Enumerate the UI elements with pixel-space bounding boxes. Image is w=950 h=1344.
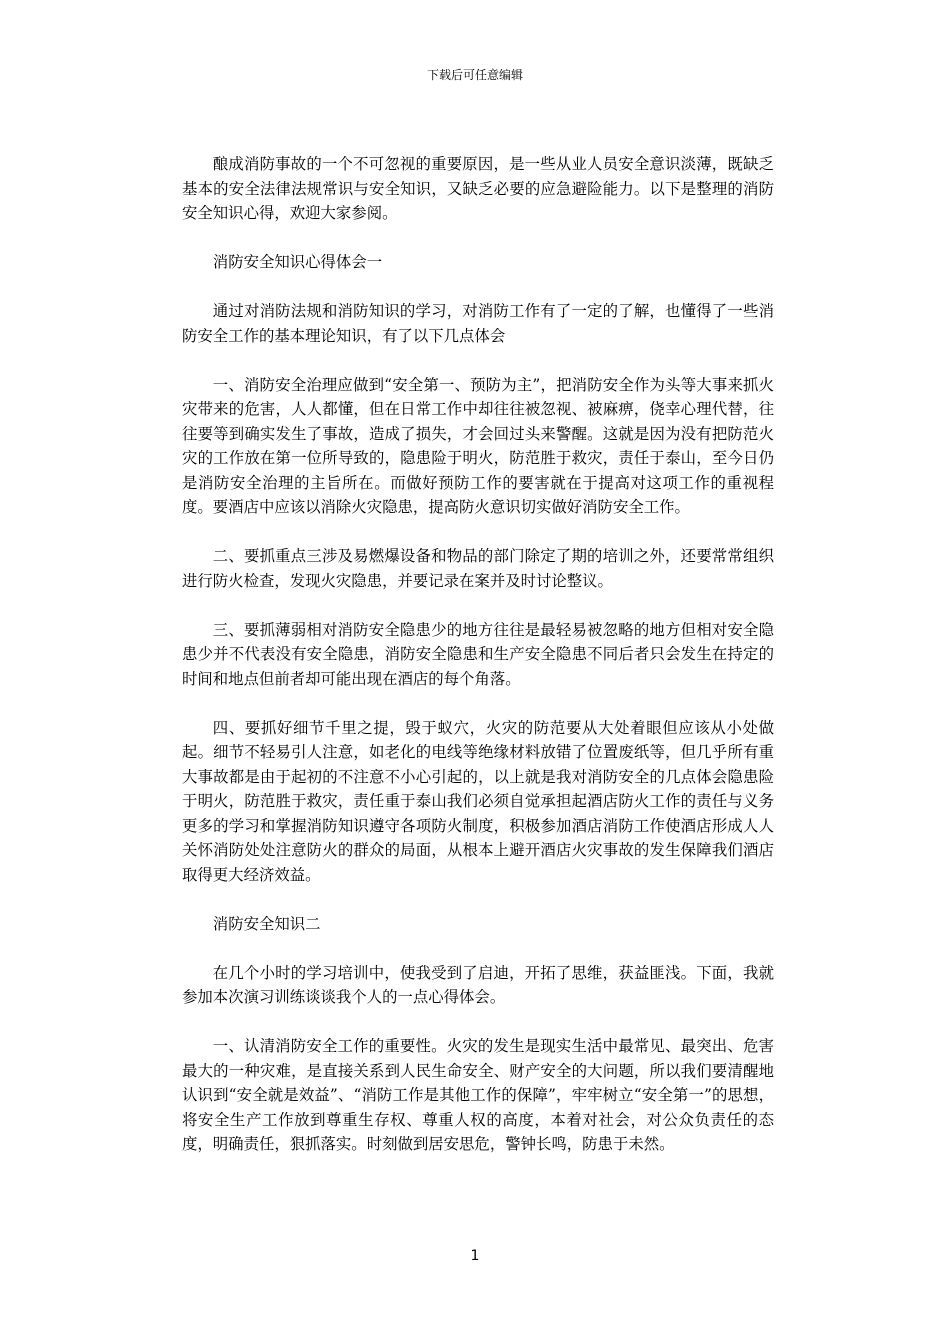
page-header-note: 下载后可任意编辑 [426, 68, 523, 82]
body-paragraph: 四、要抓好细节千里之提，毁于蚁穴，火灾的防范要从大处着眼但应该从小处做起。细节不轻易引人注意，如老化的电线等绝缘材料放错了位置废纸等，但几乎所有重大事故都是由于起初的不注意不小心引起的，以上就是我对消防安全的几点体会隐患险于明火，防范胜于救灾，责任重于泰山我们必须自觉承担起酒店防火工作的责任与义务更多的学习和掌握消防知识遵守各项防火制度，积极参加酒店消防工作使酒店形成人人关怀消防处处注意防火的群众的局面，从根本上避开酒店火灾事故的发生保障我们酒店取得更大经济效益。 [182, 718, 774, 884]
body-paragraph: 三、要抓薄弱相对消防安全隐患少的地方往往是最轻易被忽略的地方但相对安全隐患少并不代表没有安全隐患，消防安全隐患和生产安全隐患不同后者只会发生在持定的时间和地点但前者却可能出现在酒店的每个角落。 [182, 620, 774, 688]
intro-paragraph: 酿成消防事故的一个不可忽视的重要原因，是一些从业人员安全意识淡薄，既缺乏基本的安全法律法规常识与安全知识，又缺乏必要的应急避险能力。以下是整理的消防安全知识心得，欢迎大家参阅。 [182, 155, 774, 222]
body-paragraph: 在几个小时的学习培训中，使我受到了启迪，开拓了思维，获益匪浅。下面，我就参加本次演习训练谈谈我个人的一点心得体会。 [182, 963, 774, 1006]
page-number: 1 [470, 1248, 480, 1264]
section-heading-two: 消防安全知识二 [212, 914, 321, 933]
section-heading-one: 消防安全知识心得体会一 [212, 253, 383, 271]
document-body [182, 152, 774, 1181]
body-paragraph: 一、消防安全治理应做到“安全第一、预防为主”，把消防安全作为头等大事来抓火灾带来的危害，人人都懂，但在日常工作中却往往被忽视、被麻痹，侥幸心理代替，往往要等到确实发生了事故，造成了损失，才会回过头来警醒。这就是因为没有把防范火灾的工作放在第一位所导致的，隐患险于明火，防范胜于救灾，责任于泰山，至今日仍是消防安全治理的主旨所在。而做好预防工作的要害就在于提高对这项工作的重视程度。要酒店中应该以消除火灾隐患，提高防火意识切实做好消防安全工作。 [182, 375, 774, 516]
body-paragraph: 一、认清消防安全工作的重要性。火灾的发生是现实生活中最常见、最突出、危害最大的一种灾难，是直接关系到人民生命安全、财产安全的大问题，所以我们要清醒地认识到“安全就是效益”、“消防工作是其他工作的保障”，牢牢树立“安全第一”的思想，将安全生产工作放到尊重生存权、尊重人权的高度，本着对社会，对公众负责任的态度，明确责任，狠抓落实。时刻做到居安思危，警钟长鸣，防患于未然。 [182, 1037, 774, 1153]
body-paragraph: 二、要抓重点三涉及易燃爆设备和物品的部门除定了期的培训之外，还要常常组织进行防火检查，发现火灾隐患，并要记录在案并及时讨论整议。 [182, 547, 774, 590]
body-paragraph: 通过对消防法规和消防知识的学习，对消防工作有了一定的了解，也懂得了一些消防安全工作的基本理论知识，有了以下几点体会 [182, 302, 774, 345]
